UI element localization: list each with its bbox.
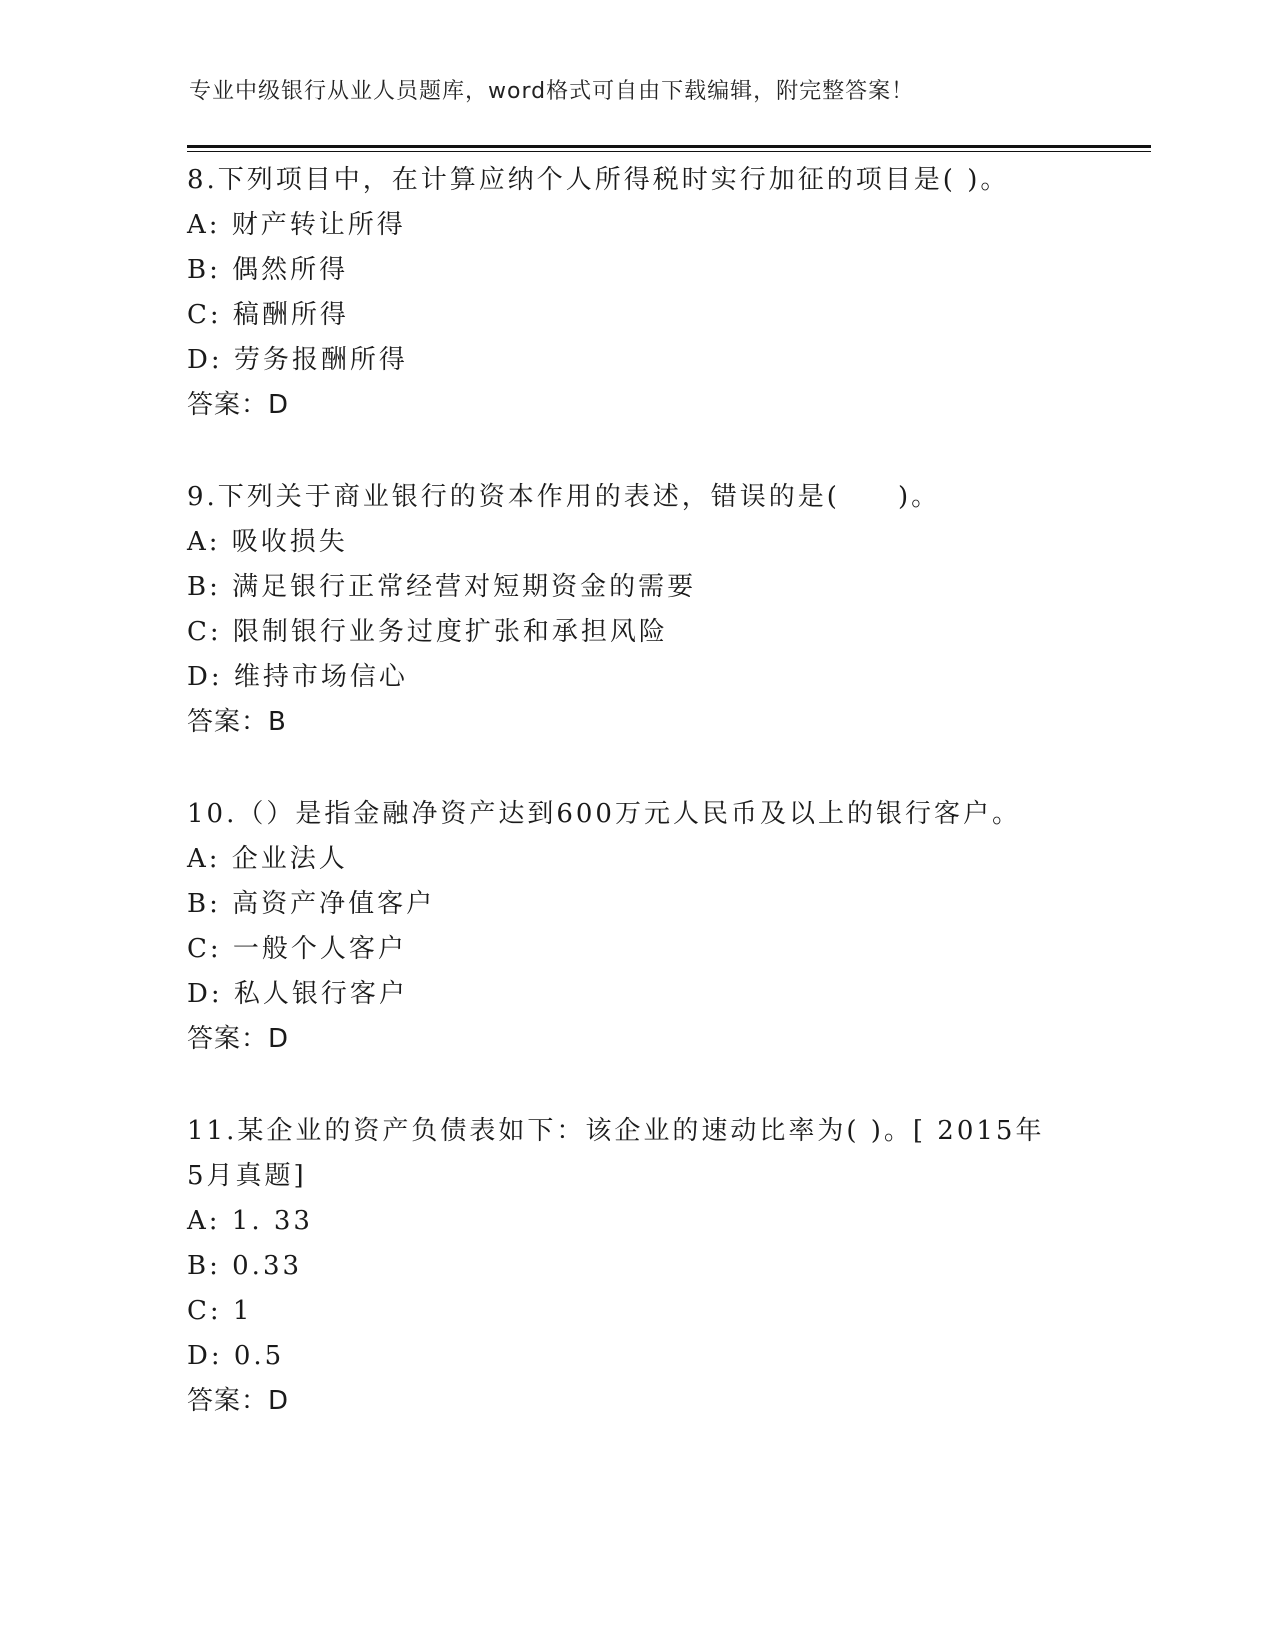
option-c: C: 限制银行业务过度扩张和承担风险 <box>187 617 668 647</box>
page-header: 专业中级银行从业人员题库，word格式可自由下载编辑，附完整答案！ <box>189 79 915 104</box>
question-11 <box>187 1109 1087 1424</box>
answer-line: 答案：B <box>187 707 287 737</box>
option-d: D: 私人银行客户 <box>187 979 408 1009</box>
header-rule-thick <box>187 145 1151 148</box>
option-c: C: 稿酬所得 <box>187 300 349 330</box>
option-b: B: 偶然所得 <box>187 255 349 285</box>
option-c: C: 1 <box>187 1296 253 1326</box>
option-d: D: 维持市场信心 <box>187 662 408 692</box>
question-9 <box>187 475 1087 745</box>
question-list <box>187 158 1087 1471</box>
answer-line: 答案：D <box>187 1386 290 1416</box>
question-10 <box>187 792 1087 1062</box>
question-stem: 9.下列关于商业银行的资本作用的表述，错误的是( )。 <box>187 482 941 512</box>
answer-line: 答案：D <box>187 1024 290 1054</box>
header-rule-thin <box>187 151 1151 152</box>
option-b: B: 满足银行正常经营对短期资金的需要 <box>187 572 697 602</box>
option-a: A: 吸收损失 <box>187 527 348 557</box>
answer-line: 答案：D <box>187 390 290 420</box>
question-8 <box>187 158 1087 428</box>
option-b: B: 高资产净值客户 <box>187 889 436 919</box>
option-b: B: 0.33 <box>187 1251 303 1281</box>
question-stem: 11.某企业的资产负债表如下：该企业的速动比率为( )。[ 2015年5月真题] <box>187 1116 1045 1191</box>
option-d: D: 劳务报酬所得 <box>187 345 408 375</box>
option-d: D: 0.5 <box>187 1341 285 1371</box>
option-a: A: 1. 33 <box>187 1206 313 1236</box>
option-c: C: 一般个人客户 <box>187 934 407 964</box>
option-a: A: 企业法人 <box>187 844 348 874</box>
option-a: A: 财产转让所得 <box>187 210 406 240</box>
question-stem: 10.（）是指金融净资产达到600万元人民币及以上的银行客户。 <box>187 799 1021 829</box>
question-stem: 8.下列项目中，在计算应纳个人所得税时实行加征的项目是( )。 <box>187 165 1010 195</box>
